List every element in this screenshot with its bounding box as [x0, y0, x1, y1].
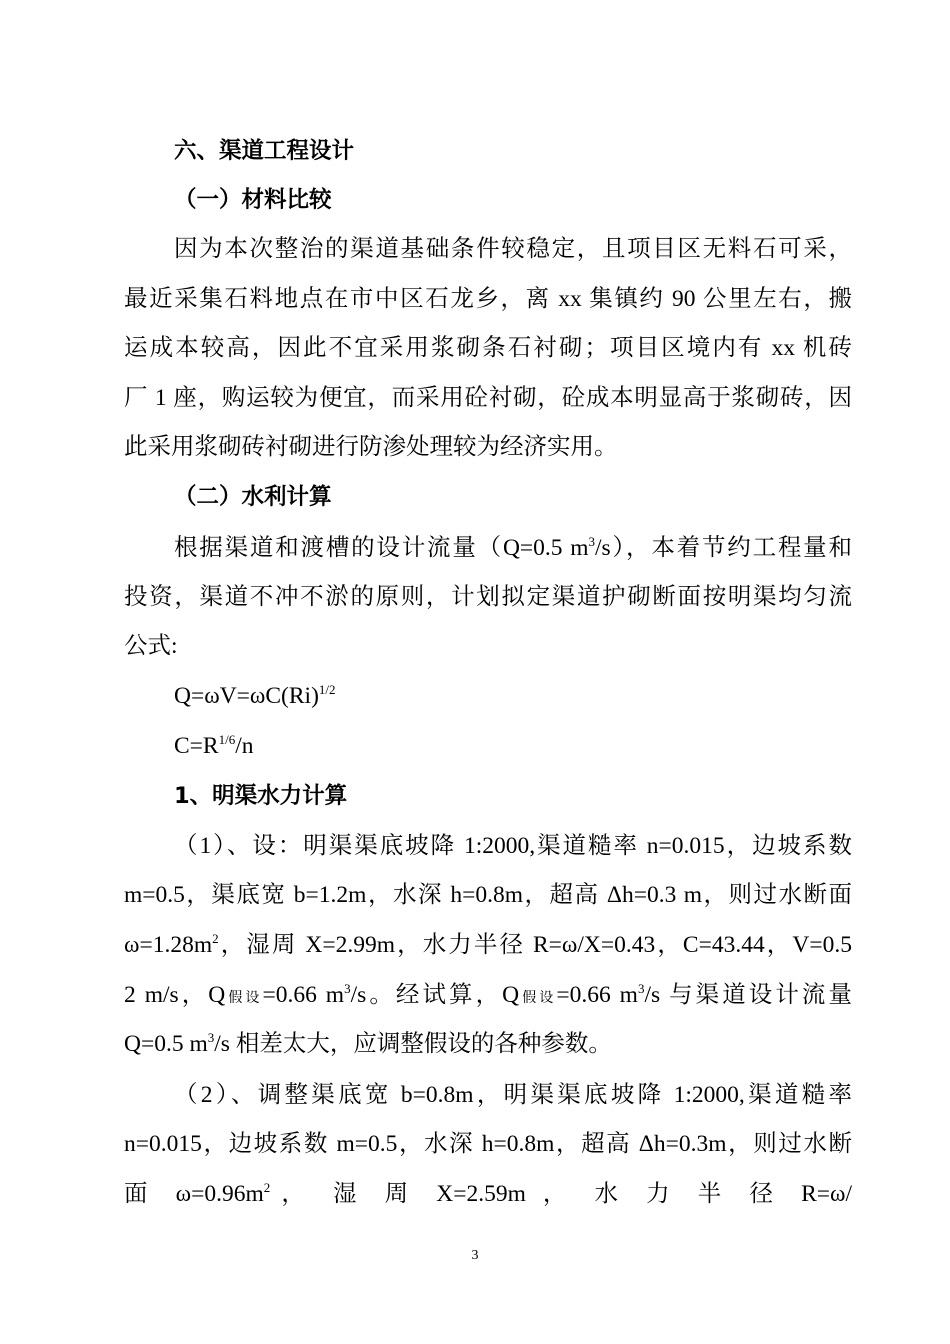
- formula-chezy: $C=R^{1/6}/n$: [174, 732, 254, 759]
- paragraph-line: 最近采集石料地点在市中区石龙乡，离 xx 集镇约 90 公里左右，搬: [124, 286, 852, 312]
- main-heading: 六、渠道工程设计: [174, 138, 355, 164]
- paragraph-line: m=0.5，渠底宽 b=1.2m，水深 h=0.8m，超高 Δh=0.3 m，则过水断面: [124, 882, 852, 908]
- paragraph-line: （2）、调整渠底宽 b=0.8m，明渠渠底坡降 1:2000,渠道糙率: [174, 1082, 852, 1108]
- subsection-heading: 1、明渠水力计算: [174, 783, 348, 809]
- paragraph-line: 面 $\omega=0.96m^2$， 湿 周 X=2.59m ， 水 力 半 径 R=ω/: [124, 1180, 852, 1207]
- paragraph-line: 根据渠道和渡槽的设计流量（Q=0.5 $m^3/s$），本着节约工程量和: [174, 534, 852, 561]
- paragraph-line: 厂 1 座，购运较为便宜，而采用砼衬砌，砼成本明显高于浆砌砖，因: [124, 385, 852, 411]
- section-heading-materials: （一）材料比较: [174, 187, 332, 213]
- paragraph-line: 2 m/s，Q假设=0.66 $m^3/s$。经试算，Q假设=0.66 $m^3/s$ 与渠道设计流量: [124, 981, 852, 1008]
- page-number: 3: [471, 1248, 479, 1263]
- paragraph-line: （1）、设：明渠渠底坡降 1:2000,渠道糙率 n=0.015，边坡系数: [174, 833, 852, 859]
- paragraph-line: 公式:: [124, 633, 178, 659]
- paragraph-line: 运成本较高，因此不宜采用浆砌条石衬砌；项目区境内有 xx 机砖: [124, 335, 852, 361]
- paragraph-line: 投资，渠道不冲不淤的原则，计划拟定渠道护砌断面按明渠均匀流: [124, 584, 852, 610]
- paragraph-line: n=0.015，边坡系数 m=0.5，水深 h=0.8m，超高 Δh=0.3m，则过水断: [124, 1131, 852, 1157]
- formula-flow: $Q=\omega V=\omega C(Ri)^{1/2}$: [174, 682, 336, 709]
- paragraph-line: $\omega=1.28m^2$，湿周 X=2.99m，水力半径 R=ω/X=0.43，C=43.44，V=0.5: [124, 931, 852, 958]
- paragraph-line: Q=0.5 $m^3/s$ 相差太大，应调整假设的各种参数。: [124, 1030, 612, 1057]
- section-heading-hydraulics: （二）水利计算: [174, 484, 332, 510]
- paragraph-line: 此采用浆砌砖衬砌进行防渗处理较为经济实用。: [124, 434, 618, 460]
- paragraph-line: 因为本次整治的渠道基础条件较稳定，且项目区无料石可采，: [174, 236, 852, 262]
